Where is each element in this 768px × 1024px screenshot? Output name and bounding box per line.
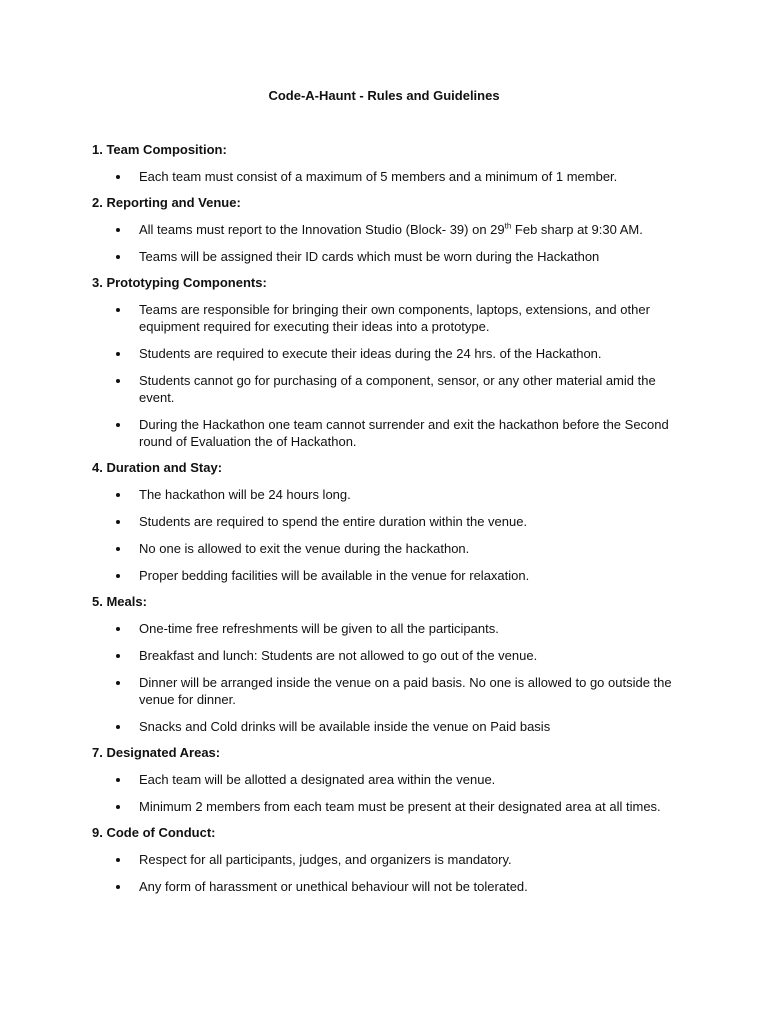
bullet-item bbox=[92, 301, 692, 335]
bullet-icon bbox=[116, 725, 120, 729]
bullet-item bbox=[92, 851, 692, 868]
bullet-list bbox=[92, 301, 692, 450]
rules-content bbox=[92, 142, 692, 905]
bullet-text: Each team will be allotted a designated area within the venue. bbox=[139, 772, 496, 787]
section-heading: 5. Meals: bbox=[92, 594, 147, 609]
bullet-icon bbox=[116, 778, 120, 782]
bullet-text: During the Hackathon one team cannot surrender and exit the hackathon before the Second round of Evaluation the of Hackathon. bbox=[139, 417, 669, 449]
bullet-item bbox=[92, 416, 692, 450]
document-title: Code-A-Haunt - Rules and Guidelines bbox=[268, 88, 500, 103]
bullet-list bbox=[92, 620, 692, 735]
section-heading: 1. Team Composition: bbox=[92, 142, 227, 157]
bullet-text: Students are required to spend the entire duration within the venue. bbox=[139, 514, 528, 529]
bullet-item bbox=[92, 620, 692, 637]
bullet-icon bbox=[116, 574, 120, 578]
bullet-item bbox=[92, 486, 692, 503]
bullet-list bbox=[92, 486, 692, 584]
bullet-item bbox=[92, 372, 692, 406]
section-heading: 9. Code of Conduct: bbox=[92, 825, 216, 840]
bullet-text: Dinner will be arranged inside the venue on a paid basis. No one is allowed to go outside the venue for dinner. bbox=[139, 675, 672, 707]
bullet-text: No one is allowed to exit the venue during the hackathon. bbox=[139, 541, 470, 556]
bullet-icon bbox=[116, 423, 120, 427]
bullet-text: The hackathon will be 24 hours long. bbox=[139, 487, 351, 502]
bullet-item bbox=[92, 345, 692, 362]
bullet-icon bbox=[116, 255, 120, 259]
rules-section bbox=[92, 275, 692, 450]
bullet-text: Teams will be assigned their ID cards which must be worn during the Hackathon bbox=[139, 249, 600, 264]
bullet-text: Proper bedding facilities will be available in the venue for relaxation. bbox=[139, 568, 530, 583]
rules-section bbox=[92, 594, 692, 735]
rules-section bbox=[92, 745, 692, 815]
bullet-icon bbox=[116, 805, 120, 809]
bullet-text: Each team must consist of a maximum of 5 members and a minimum of 1 member. bbox=[139, 169, 618, 184]
bullet-icon bbox=[116, 885, 120, 889]
rules-section bbox=[92, 460, 692, 584]
bullet-item bbox=[92, 647, 692, 664]
section-heading: 4. Duration and Stay: bbox=[92, 460, 223, 475]
bullet-icon bbox=[116, 627, 120, 631]
bullet-text: Teams are responsible for bringing their own components, laptops, extensions, and other equipment required for executing their ideas into a prototype. bbox=[139, 302, 650, 334]
bullet-icon bbox=[116, 308, 120, 312]
bullet-text: Students are required to execute their ideas during the 24 hrs. of the Hackathon. bbox=[139, 346, 602, 361]
bullet-list bbox=[92, 221, 692, 265]
bullet-list bbox=[92, 168, 692, 185]
bullet-item bbox=[92, 878, 692, 895]
bullet-icon bbox=[116, 681, 120, 685]
bullet-icon bbox=[116, 228, 120, 232]
section-heading: 3. Prototyping Components: bbox=[92, 275, 267, 290]
rules-section bbox=[92, 825, 692, 895]
bullet-item bbox=[92, 798, 692, 815]
section-heading: 2. Reporting and Venue: bbox=[92, 195, 241, 210]
bullet-item bbox=[92, 513, 692, 530]
bullet-icon bbox=[116, 379, 120, 383]
bullet-text: Snacks and Cold drinks will be available inside the venue on Paid basis bbox=[139, 719, 551, 734]
bullet-text: Students cannot go for purchasing of a component, sensor, or any other material amid the event. bbox=[139, 373, 656, 405]
bullet-item bbox=[92, 567, 692, 584]
bullet-item bbox=[92, 674, 692, 708]
bullet-item bbox=[92, 248, 692, 265]
bullet-item bbox=[92, 771, 692, 788]
bullet-icon bbox=[116, 858, 120, 862]
bullet-icon bbox=[116, 352, 120, 356]
bullet-text: Any form of harassment or unethical behaviour will not be tolerated. bbox=[139, 879, 528, 894]
bullet-icon bbox=[116, 493, 120, 497]
bullet-text: All teams must report to the Innovation Studio (Block- 39) on 29th Feb sharp at 9:30 AM. bbox=[139, 221, 643, 237]
bullet-list bbox=[92, 851, 692, 895]
rules-section bbox=[92, 195, 692, 265]
bullet-text: One-time free refreshments will be given to all the participants. bbox=[139, 621, 499, 636]
rules-section bbox=[92, 142, 692, 185]
bullet-icon bbox=[116, 175, 120, 179]
bullet-text: Breakfast and lunch: Students are not allowed to go out of the venue. bbox=[139, 648, 538, 663]
bullet-text: Respect for all participants, judges, and organizers is mandatory. bbox=[139, 852, 512, 867]
bullet-item bbox=[92, 168, 692, 185]
bullet-item bbox=[92, 718, 692, 735]
bullet-icon bbox=[116, 654, 120, 658]
bullet-item bbox=[92, 540, 692, 557]
bullet-text: Minimum 2 members from each team must be present at their designated area at all times. bbox=[139, 799, 661, 814]
bullet-item bbox=[92, 221, 692, 238]
section-heading: 7. Designated Areas: bbox=[92, 745, 221, 760]
bullet-list bbox=[92, 771, 692, 815]
bullet-icon bbox=[116, 520, 120, 524]
bullet-icon bbox=[116, 547, 120, 551]
